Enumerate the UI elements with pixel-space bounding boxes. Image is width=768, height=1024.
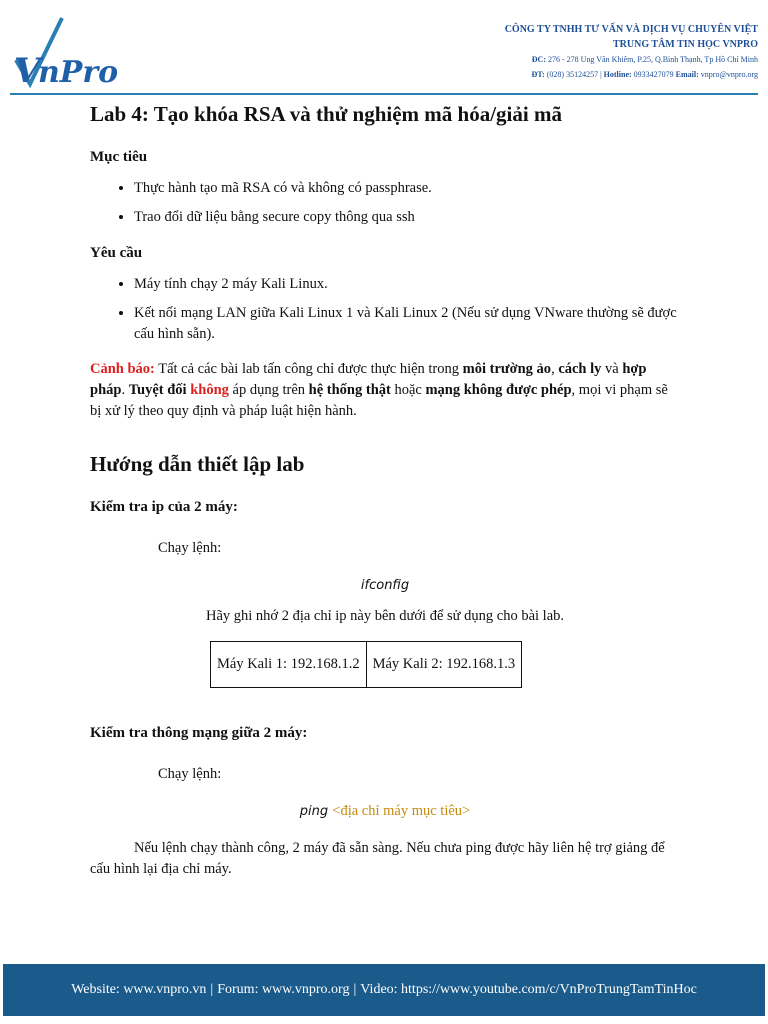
kali2-ip-cell: Máy Kali 2: 192.168.1.3 xyxy=(366,642,522,688)
check-ip-heading: Kiểm tra ip của 2 máy: xyxy=(90,499,238,515)
requirement-heading: Yêu cầu xyxy=(90,245,143,261)
company-info xyxy=(505,22,758,82)
company-contact: ĐT: (028) 35124257 | Hotline: 0933427079 Email: vnpro@vnpro.org xyxy=(531,70,758,79)
page-header xyxy=(0,0,768,96)
footer-separator: | xyxy=(210,982,214,997)
table-row xyxy=(211,642,522,688)
lab-title: Lab 4: Tạo khóa RSA và thử nghiệm mã hóa/giải mã xyxy=(90,102,562,126)
document-body xyxy=(90,100,680,880)
list-item: • Máy tính chạy 2 máy Kali Linux. xyxy=(134,274,680,295)
warning-paragraph: Cảnh báo: Tất cả các bài lab tấn công chỉ được thực hiện trong môi trường ảo, cách ly và hợp pháp. Tuyệt đối không áp dụng trên hệ thống thật hoặc mạng không được phép, mọi vi phạm sẽ bị xử lý theo quy định và pháp luật hiện hành. xyxy=(90,361,668,419)
remember-note: Hãy ghi nhớ 2 địa chỉ ip này bên dưới để sử dụng cho bài lab. xyxy=(205,608,565,624)
svg-text:V: V xyxy=(14,51,41,91)
list-item: • Thực hành tạo mã RSA có và không có passphrase. xyxy=(134,178,680,199)
section-heading: Hướng dẫn thiết lập lab xyxy=(90,452,305,476)
list-item: • Trao đổi dữ liệu bằng secure copy thông qua ssh xyxy=(134,207,680,228)
footer-video: Video: https://www.youtube.com/c/VnProTrungTamTinHoc xyxy=(360,982,697,997)
check-net-heading: Kiểm tra thông mạng giữa 2 máy: xyxy=(90,725,308,741)
company-address: ĐC: 276 - 278 Ung Văn Khiêm, P.25, Q.Bình Thạnh, Tp Hồ Chí Minh xyxy=(531,55,758,64)
run-command-label-2: Chạy lệnh: xyxy=(158,766,222,782)
page-footer xyxy=(3,964,765,1016)
svg-text:nPro: nPro xyxy=(38,55,119,90)
ping-command: ping <địa chỉ máy mục tiêu> xyxy=(299,803,471,819)
company-name: CÔNG TY TNHH TƯ VẤN VÀ DỊCH VỤ CHUYÊN VIỆT xyxy=(504,24,758,35)
objective-list xyxy=(90,178,680,228)
footer-separator: | xyxy=(353,982,357,997)
ip-table xyxy=(210,641,522,688)
header-divider xyxy=(10,93,758,95)
vnpro-logo xyxy=(10,12,120,92)
list-item: • Kết nối mạng LAN giữa Kali Linux 1 và Kali Linux 2 (Nếu sử dụng VNware thường sẽ được cấu hình sẵn). xyxy=(134,303,680,345)
ifconfig-command: ifconfig xyxy=(360,578,410,593)
footer-website: Website: www.vnpro.vn xyxy=(71,982,207,997)
objective-heading: Mục tiêu xyxy=(90,149,148,165)
footer-forum: Forum: www.vnpro.org xyxy=(217,982,350,997)
closing-paragraph: Nếu lệnh chạy thành công, 2 máy đã sẵn sàng. Nếu chưa ping được hãy liên hệ trợ giảng để cấu hình lại địa chỉ máy. xyxy=(90,840,665,877)
requirement-list xyxy=(90,274,680,345)
run-command-label: Chạy lệnh: xyxy=(158,540,222,556)
center-name: TRUNG TÂM TIN HỌC VNPRO xyxy=(612,39,758,50)
kali1-ip-cell: Máy Kali 1: 192.168.1.2 xyxy=(211,642,367,688)
